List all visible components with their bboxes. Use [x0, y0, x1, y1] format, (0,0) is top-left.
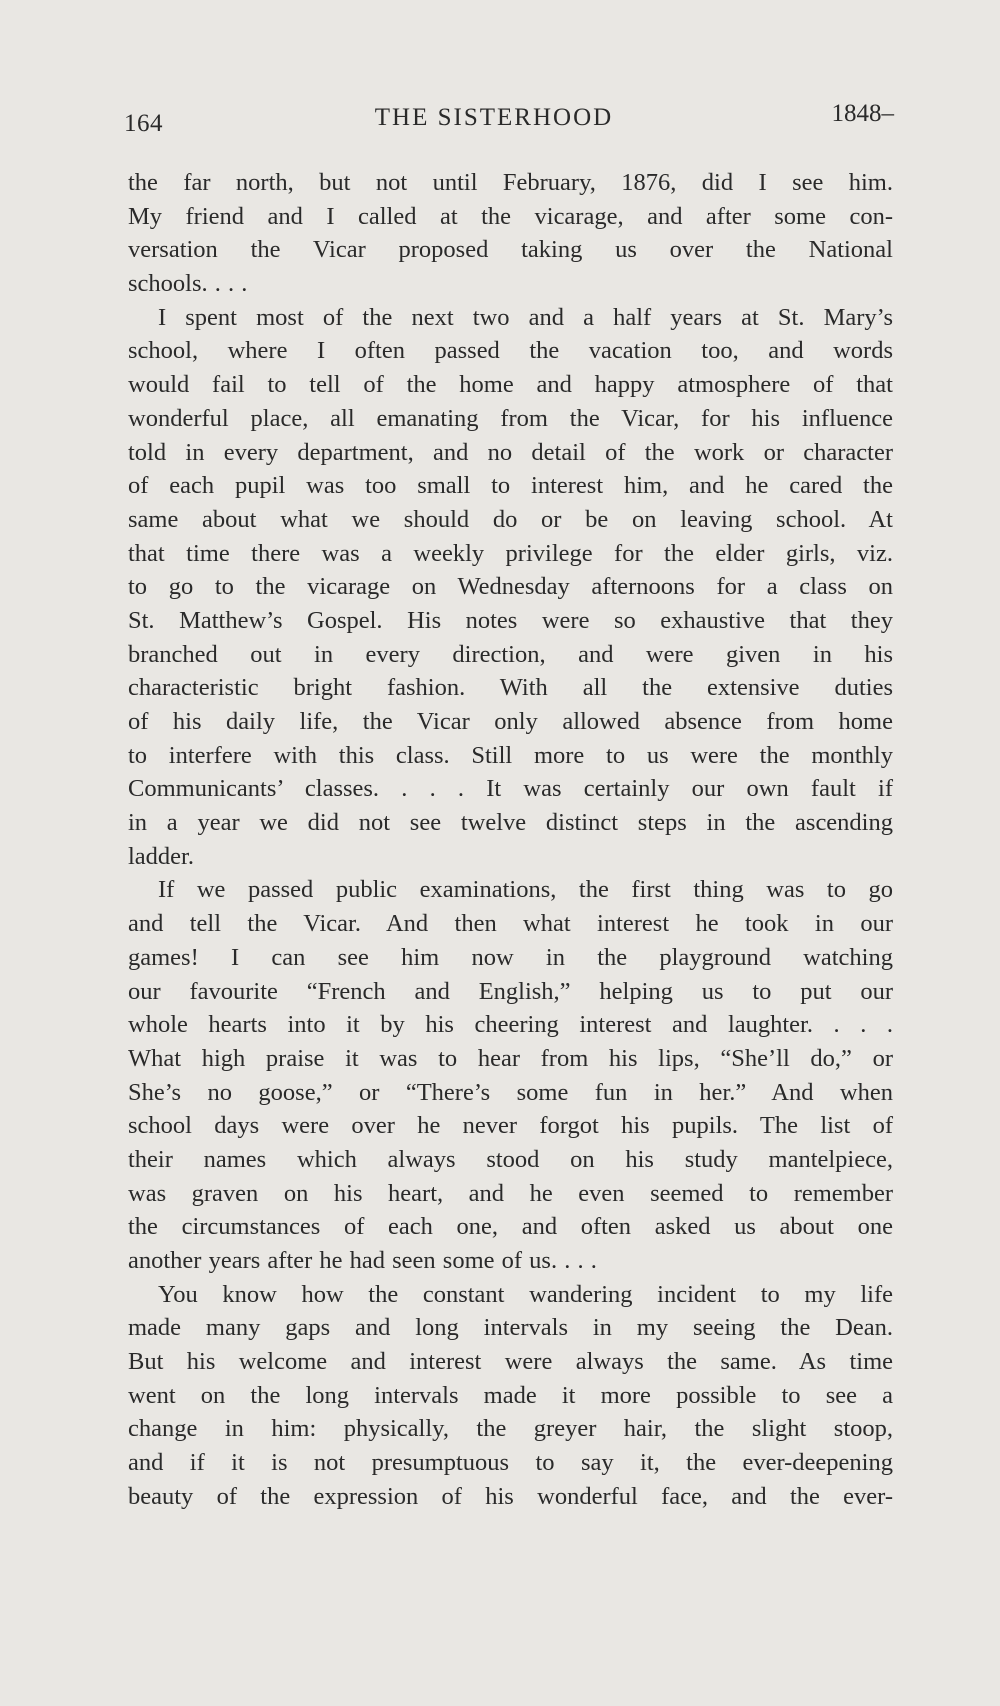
text-line: of his daily life, the Vicar only allowed absence from home [128, 708, 893, 735]
text-line: wonderful place, all emanating from the Vicar, for his influence [128, 404, 893, 432]
body-text [128, 166, 893, 1514]
running-date: 1848– [831, 100, 894, 127]
text-line: told in every department, and no detail of the work or character [128, 438, 893, 466]
text-line: made many gaps and long intervals in my seeing the Dean. [128, 1314, 893, 1342]
page-number: 164 [124, 110, 163, 137]
text-line: schools. . . . [128, 270, 248, 298]
text-line: same about what we should do or be on leaving school. At [128, 505, 893, 533]
text-line: our favourite “French and English,” helping us to put our [128, 977, 893, 1005]
running-title: THE SISTERHOOD [374, 104, 614, 131]
text-line: branched out in every direction, and were given in his [128, 640, 893, 668]
text-line: to go to the vicarage on Wednesday afternoons for a class on [128, 573, 893, 601]
text-line: I spent most of the next two and a half years at St. Mary’s [158, 303, 893, 331]
text-line: school days were over he never forgot his pupils. The list of [128, 1112, 893, 1140]
text-line: change in him: physically, the greyer hair, the slight stoop, [128, 1415, 893, 1443]
text-line: the circumstances of each one, and often asked us about one [128, 1213, 893, 1241]
text-line: would fail to tell of the home and happy atmosphere of that [128, 371, 893, 399]
text-line: If we passed public examinations, the first thing was to go [158, 876, 893, 904]
text-line: whole hearts into it by his cheering interest and laughter. . . . [128, 1011, 893, 1039]
text-line: ladder. [128, 842, 194, 870]
text-line: You know how the constant wandering incident to my life [158, 1280, 893, 1308]
text-line: went on the long intervals made it more possible to see a [128, 1381, 893, 1409]
text-line: in a year we did not see twelve distinct steps in the ascending [128, 809, 893, 837]
text-line: My friend and I called at the vicarage, and after some con- [128, 202, 893, 230]
text-line: and tell the Vicar. And then what interest he took in our [128, 910, 893, 938]
text-line: What high praise it was to hear from his lips, “She’ll do,” or [128, 1044, 893, 1072]
text-line: beauty of the expression of his wonderful face, and the ever- [128, 1482, 893, 1510]
text-line: Communicants’ classes. . . . It was certainly our own fault if [128, 775, 893, 803]
text-line: She’s no goose,” or “There’s some fun in her.” And when [128, 1078, 893, 1106]
text-line: But his welcome and interest were always the same. As time [128, 1348, 893, 1376]
text-line: school, where I often passed the vacation too, and words [128, 337, 893, 365]
text-line: versation the Vicar proposed taking us over the National [128, 236, 893, 264]
text-line: and if it is not presumptuous to say it, the ever-deepening [128, 1449, 893, 1477]
text-line: St. Matthew’s Gospel. His notes were so exhaustive that they [128, 606, 893, 634]
text-line: the far north, but not until February, 1876, did I see him. [128, 169, 893, 196]
text-line: of each pupil was too small to interest him, and he cared the [128, 472, 893, 500]
text-line: that time there was a weekly privilege for the elder girls, viz. [128, 539, 893, 567]
text-line: another years after he had seen some of us. . . . [128, 1247, 597, 1274]
text-line: to interfere with this class. Still more to us were the monthly [128, 741, 893, 769]
text-line: characteristic bright fashion. With all the extensive duties [128, 674, 893, 702]
text-line: was graven on his heart, and he even seemed to remember [128, 1179, 893, 1207]
running-head [124, 100, 894, 140]
text-line: games! I can see him now in the playground watching [128, 943, 893, 971]
text-line: their names which always stood on his study mantelpiece, [128, 1145, 893, 1173]
